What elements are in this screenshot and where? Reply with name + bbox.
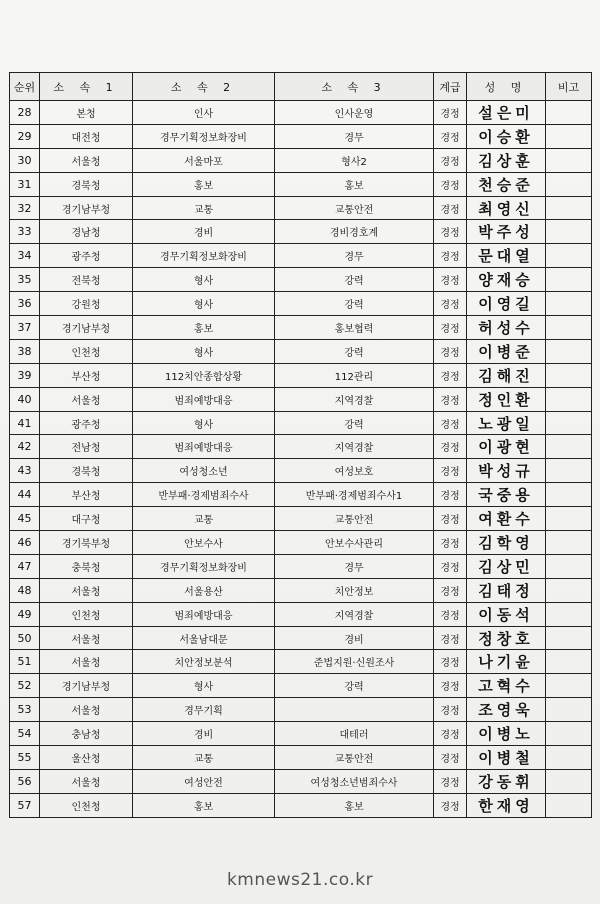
cell-rank: 경정	[434, 746, 467, 770]
cell-dept1: 서울청	[40, 626, 133, 650]
cell-rank: 경정	[434, 459, 467, 483]
cell-note	[546, 746, 592, 770]
cell-note	[546, 507, 592, 531]
cell-dept3: 홍보협력	[275, 316, 434, 340]
cell-rank-order: 45	[10, 507, 40, 531]
table-row	[10, 459, 592, 483]
cell-dept1: 부산청	[40, 363, 133, 387]
cell-dept3: 경무	[275, 244, 434, 268]
cell-note	[546, 554, 592, 578]
cell-dept1: 울산청	[40, 746, 133, 770]
cell-note	[546, 578, 592, 602]
table-row	[10, 124, 592, 148]
cell-rank: 경정	[434, 793, 467, 817]
cell-dept2: 안보수사	[133, 531, 275, 555]
cell-dept3: 경무	[275, 124, 434, 148]
cell-dept1: 경남청	[40, 220, 133, 244]
table-row	[10, 554, 592, 578]
cell-rank: 경정	[434, 387, 467, 411]
cell-rank-order: 33	[10, 220, 40, 244]
cell-dept1: 충남청	[40, 722, 133, 746]
cell-dept3: 안보수사관리	[275, 531, 434, 555]
cell-dept3: 교통안전	[275, 507, 434, 531]
cell-dept2: 형사	[133, 411, 275, 435]
cell-rank-order: 31	[10, 172, 40, 196]
table-row	[10, 578, 592, 602]
cell-dept1: 경기남부청	[40, 316, 133, 340]
cell-dept3: 반부패·경제범죄수사1	[275, 483, 434, 507]
cell-note	[546, 435, 592, 459]
cell-rank-order: 42	[10, 435, 40, 459]
cell-rank: 경정	[434, 148, 467, 172]
cell-rank: 경정	[434, 244, 467, 268]
cell-note	[546, 339, 592, 363]
cell-dept1: 경북청	[40, 172, 133, 196]
cell-rank-order: 51	[10, 650, 40, 674]
cell-dept2: 홍보	[133, 793, 275, 817]
header-dept3: 소 속 3	[275, 73, 434, 101]
cell-dept3: 형사2	[275, 148, 434, 172]
header-dept1: 소 속 1	[40, 73, 133, 101]
cell-rank: 경정	[434, 220, 467, 244]
cell-note	[546, 244, 592, 268]
cell-rank: 경정	[434, 602, 467, 626]
cell-dept3: 경무	[275, 554, 434, 578]
cell-dept2: 112치안종합상황	[133, 363, 275, 387]
cell-rank-order: 54	[10, 722, 40, 746]
cell-dept1: 대구청	[40, 507, 133, 531]
cell-note	[546, 316, 592, 340]
cell-dept1: 경기남부청	[40, 674, 133, 698]
cell-note	[546, 124, 592, 148]
cell-dept2: 인사	[133, 101, 275, 125]
cell-rank-order: 48	[10, 578, 40, 602]
cell-dept3: 지역경찰	[275, 387, 434, 411]
cell-dept3: 강력	[275, 339, 434, 363]
cell-dept3: 준법지원·신원조사	[275, 650, 434, 674]
cell-dept3: 경비경호계	[275, 220, 434, 244]
cell-note	[546, 101, 592, 125]
cell-note	[546, 674, 592, 698]
cell-dept2: 범죄예방대응	[133, 602, 275, 626]
cell-dept2: 서울남대문	[133, 626, 275, 650]
cell-rank-order: 44	[10, 483, 40, 507]
cell-dept1: 대전청	[40, 124, 133, 148]
cell-dept2: 형사	[133, 292, 275, 316]
cell-dept2: 홍보	[133, 316, 275, 340]
table-row	[10, 387, 592, 411]
cell-rank-order: 43	[10, 459, 40, 483]
table-header	[10, 73, 592, 101]
cell-dept2: 홍보	[133, 172, 275, 196]
table-row	[10, 339, 592, 363]
cell-dept3: 교통안전	[275, 746, 434, 770]
cell-name: 박주성	[467, 220, 546, 244]
cell-note	[546, 196, 592, 220]
cell-dept2: 범죄예방대응	[133, 387, 275, 411]
cell-name: 정인환	[467, 387, 546, 411]
cell-dept2: 경무기획정보화장비	[133, 554, 275, 578]
cell-dept1: 경북청	[40, 459, 133, 483]
cell-dept2: 교통	[133, 507, 275, 531]
table-row	[10, 101, 592, 125]
cell-dept3: 여성청소년범죄수사	[275, 769, 434, 793]
cell-name: 문대열	[467, 244, 546, 268]
table-row	[10, 292, 592, 316]
cell-dept2: 교통	[133, 746, 275, 770]
cell-dept2: 서울마포	[133, 148, 275, 172]
cell-dept3: 홍보	[275, 793, 434, 817]
cell-note	[546, 411, 592, 435]
cell-rank-order: 47	[10, 554, 40, 578]
table-row	[10, 411, 592, 435]
table-row	[10, 220, 592, 244]
table-row	[10, 698, 592, 722]
cell-dept3: 강력	[275, 674, 434, 698]
cell-rank: 경정	[434, 769, 467, 793]
cell-rank-order: 55	[10, 746, 40, 770]
cell-dept2: 형사	[133, 268, 275, 292]
cell-dept2: 경무기획정보화장비	[133, 244, 275, 268]
cell-name: 이동석	[467, 602, 546, 626]
cell-note	[546, 459, 592, 483]
cell-rank: 경정	[434, 435, 467, 459]
cell-dept3: 강력	[275, 292, 434, 316]
cell-dept2: 여성청소년	[133, 459, 275, 483]
cell-rank-order: 39	[10, 363, 40, 387]
cell-name: 김태정	[467, 578, 546, 602]
header-name: 성 명	[467, 73, 546, 101]
cell-rank: 경정	[434, 483, 467, 507]
table-row	[10, 531, 592, 555]
table-row	[10, 363, 592, 387]
cell-dept3: 강력	[275, 411, 434, 435]
cell-rank: 경정	[434, 650, 467, 674]
cell-rank: 경정	[434, 578, 467, 602]
cell-rank-order: 29	[10, 124, 40, 148]
cell-note	[546, 698, 592, 722]
cell-name: 정창호	[467, 626, 546, 650]
cell-dept1: 경기남부청	[40, 196, 133, 220]
cell-dept1: 서울청	[40, 650, 133, 674]
cell-rank-order: 35	[10, 268, 40, 292]
cell-dept1: 본청	[40, 101, 133, 125]
cell-note	[546, 722, 592, 746]
cell-dept3: 경비	[275, 626, 434, 650]
cell-name: 박성규	[467, 459, 546, 483]
cell-name: 강동휘	[467, 769, 546, 793]
cell-dept3: 인사운영	[275, 101, 434, 125]
cell-name: 양재승	[467, 268, 546, 292]
cell-rank: 경정	[434, 363, 467, 387]
cell-rank: 경정	[434, 531, 467, 555]
cell-note	[546, 363, 592, 387]
cell-rank-order: 52	[10, 674, 40, 698]
cell-rank: 경정	[434, 698, 467, 722]
table-row	[10, 722, 592, 746]
cell-rank: 경정	[434, 268, 467, 292]
cell-dept3: 홍보	[275, 172, 434, 196]
table-row	[10, 316, 592, 340]
table-row	[10, 746, 592, 770]
cell-rank: 경정	[434, 339, 467, 363]
cell-dept3: 치안정보	[275, 578, 434, 602]
cell-rank-order: 40	[10, 387, 40, 411]
cell-dept1: 서울청	[40, 698, 133, 722]
cell-dept3: 112관리	[275, 363, 434, 387]
table-row	[10, 268, 592, 292]
cell-dept3: 대테러	[275, 722, 434, 746]
cell-rank: 경정	[434, 196, 467, 220]
table-row	[10, 793, 592, 817]
cell-rank-order: 57	[10, 793, 40, 817]
table-row	[10, 148, 592, 172]
cell-dept3: 지역경찰	[275, 435, 434, 459]
cell-dept2: 형사	[133, 339, 275, 363]
cell-dept1: 서울청	[40, 148, 133, 172]
header-no: 순위	[10, 73, 40, 101]
cell-rank: 경정	[434, 101, 467, 125]
cell-rank: 경정	[434, 124, 467, 148]
table-row	[10, 769, 592, 793]
cell-note	[546, 268, 592, 292]
table-row	[10, 674, 592, 698]
cell-dept1: 충북청	[40, 554, 133, 578]
cell-note	[546, 531, 592, 555]
cell-rank-order: 46	[10, 531, 40, 555]
cell-name: 이병철	[467, 746, 546, 770]
cell-dept3	[275, 698, 434, 722]
cell-dept2: 형사	[133, 674, 275, 698]
cell-rank: 경정	[434, 722, 467, 746]
cell-dept1: 부산청	[40, 483, 133, 507]
cell-dept1: 광주청	[40, 244, 133, 268]
cell-rank: 경정	[434, 411, 467, 435]
cell-rank: 경정	[434, 172, 467, 196]
cell-dept3: 여성보호	[275, 459, 434, 483]
cell-rank-order: 50	[10, 626, 40, 650]
table-row	[10, 435, 592, 459]
cell-note	[546, 769, 592, 793]
cell-dept1: 전남청	[40, 435, 133, 459]
cell-name: 이영길	[467, 292, 546, 316]
cell-dept1: 인천청	[40, 602, 133, 626]
cell-dept2: 경비	[133, 722, 275, 746]
cell-rank: 경정	[434, 626, 467, 650]
table-row	[10, 626, 592, 650]
cell-dept1: 서울청	[40, 578, 133, 602]
cell-note	[546, 292, 592, 316]
cell-dept2: 범죄예방대응	[133, 435, 275, 459]
cell-rank-order: 49	[10, 602, 40, 626]
cell-note	[546, 793, 592, 817]
cell-name: 허성수	[467, 316, 546, 340]
cell-dept3: 강력	[275, 268, 434, 292]
cell-note	[546, 387, 592, 411]
cell-name: 설은미	[467, 101, 546, 125]
cell-dept2: 경무기획	[133, 698, 275, 722]
cell-note	[546, 148, 592, 172]
cell-rank-order: 30	[10, 148, 40, 172]
cell-dept2: 치안정보분석	[133, 650, 275, 674]
cell-name: 김해진	[467, 363, 546, 387]
cell-rank-order: 36	[10, 292, 40, 316]
roster-table	[9, 72, 592, 818]
cell-name: 김상훈	[467, 148, 546, 172]
cell-note	[546, 172, 592, 196]
cell-name: 한재영	[467, 793, 546, 817]
cell-rank: 경정	[434, 674, 467, 698]
cell-dept2: 경비	[133, 220, 275, 244]
cell-dept1: 광주청	[40, 411, 133, 435]
cell-dept1: 전북청	[40, 268, 133, 292]
cell-note	[546, 483, 592, 507]
cell-note	[546, 650, 592, 674]
cell-name: 국중용	[467, 483, 546, 507]
cell-dept1: 서울청	[40, 387, 133, 411]
header-dept2: 소 속 2	[133, 73, 275, 101]
cell-name: 천승준	[467, 172, 546, 196]
table-row	[10, 172, 592, 196]
cell-dept2: 경무기획정보화장비	[133, 124, 275, 148]
cell-rank-order: 38	[10, 339, 40, 363]
header-note: 비고	[546, 73, 592, 101]
cell-name: 노광일	[467, 411, 546, 435]
table-row	[10, 196, 592, 220]
cell-dept3: 지역경찰	[275, 602, 434, 626]
cell-name: 여환수	[467, 507, 546, 531]
cell-rank-order: 34	[10, 244, 40, 268]
cell-dept2: 반부패·경제범죄수사	[133, 483, 275, 507]
cell-rank-order: 56	[10, 769, 40, 793]
header-rank: 계급	[434, 73, 467, 101]
cell-name: 김상민	[467, 554, 546, 578]
cell-name: 나기윤	[467, 650, 546, 674]
cell-name: 조영욱	[467, 698, 546, 722]
cell-note	[546, 220, 592, 244]
cell-rank: 경정	[434, 554, 467, 578]
cell-name: 이광현	[467, 435, 546, 459]
cell-rank-order: 41	[10, 411, 40, 435]
cell-dept2: 여성안전	[133, 769, 275, 793]
cell-rank: 경정	[434, 292, 467, 316]
cell-dept1: 서울청	[40, 769, 133, 793]
cell-dept1: 강원청	[40, 292, 133, 316]
cell-name: 이병노	[467, 722, 546, 746]
cell-dept3: 교통안전	[275, 196, 434, 220]
cell-name: 김학영	[467, 531, 546, 555]
cell-dept2: 교통	[133, 196, 275, 220]
cell-rank-order: 53	[10, 698, 40, 722]
cell-name: 고혁수	[467, 674, 546, 698]
cell-dept1: 인천청	[40, 793, 133, 817]
cell-name: 이병준	[467, 339, 546, 363]
cell-name: 이승환	[467, 124, 546, 148]
cell-dept1: 인천청	[40, 339, 133, 363]
table-row	[10, 483, 592, 507]
cell-note	[546, 626, 592, 650]
cell-rank-order: 32	[10, 196, 40, 220]
watermark: kmnews21.co.kr	[226, 870, 374, 890]
cell-dept2: 서울용산	[133, 578, 275, 602]
table-body	[10, 101, 592, 818]
table-row	[10, 244, 592, 268]
table-row	[10, 650, 592, 674]
cell-rank: 경정	[434, 507, 467, 531]
cell-rank: 경정	[434, 316, 467, 340]
cell-note	[546, 602, 592, 626]
cell-rank-order: 28	[10, 101, 40, 125]
cell-name: 최영신	[467, 196, 546, 220]
cell-rank-order: 37	[10, 316, 40, 340]
table-row	[10, 602, 592, 626]
table-row	[10, 507, 592, 531]
cell-dept1: 경기북부청	[40, 531, 133, 555]
